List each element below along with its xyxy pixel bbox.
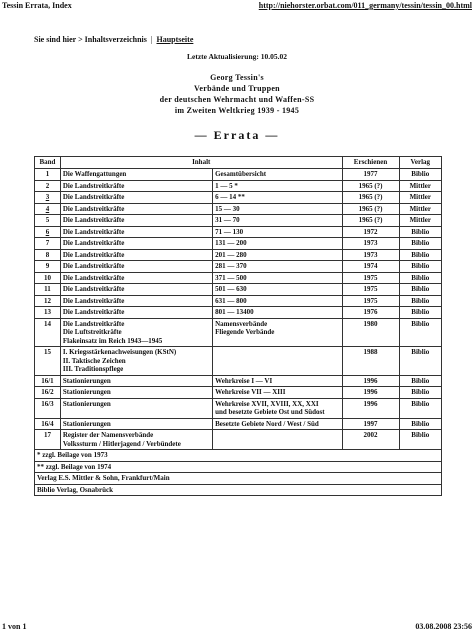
detail-cell: 371 — 500 [213, 272, 342, 284]
verlag-cell: Biblio [399, 430, 442, 450]
detail-cell: Wehrkreise XVII, XVIII, XX, XXI und besetzte Gebiete Ost und Südost [213, 398, 342, 418]
inhalt-cell: Register der Namensverbände Volkssturm / Hitlerjagend / Verbündete [60, 430, 212, 450]
print-footer [0, 620, 474, 632]
errata-heading: — Errata — [194, 128, 280, 142]
inhalt-cell: Die Landstreitkräfte [60, 249, 212, 261]
band-cell[interactable]: 3 [35, 192, 61, 204]
detail-cell: 501 — 630 [213, 284, 342, 296]
table-row [35, 387, 442, 399]
verlag-cell: Biblio [399, 272, 442, 284]
detail-cell: Namensverbände Fliegende Verbände [213, 318, 342, 347]
verlag-cell: Biblio [399, 375, 442, 387]
print-datetime: 03.08.2008 23:56 [415, 622, 472, 631]
band-cell[interactable]: 4 [35, 203, 61, 215]
inhalt-cell: I. Kriegsstärkenachweisungen (KStN) II. Taktische Zeichen III. Traditionspflege [60, 347, 212, 376]
detail-cell: 131 — 200 [213, 238, 342, 250]
detail-cell: 6 — 14 ** [213, 192, 342, 204]
detail-cell: 1 — 5 * [213, 180, 342, 192]
inhalt-cell: Die Landstreitkräfte [60, 226, 212, 238]
verlag-cell: Biblio [399, 238, 442, 250]
year-cell: 2002 [342, 430, 399, 450]
year-cell: 1996 [342, 375, 399, 387]
table-row [35, 272, 442, 284]
inhalt-cell: Die Landstreitkräfte [60, 307, 212, 319]
inhalt-cell: Stationierungen [60, 418, 212, 430]
detail-cell: 15 — 30 [213, 203, 342, 215]
volumes-table [34, 156, 442, 496]
title-line-1: Georg Tessin's [210, 73, 264, 82]
year-cell: 1988 [342, 347, 399, 376]
year-cell: 1975 [342, 272, 399, 284]
table-row [35, 418, 442, 430]
col-inhalt: Inhalt [60, 157, 342, 169]
band-cell: 16/4 [35, 418, 61, 430]
book-title-block [0, 72, 474, 116]
verlag-cell: Biblio [399, 318, 442, 347]
year-cell: 1976 [342, 307, 399, 319]
band-cell: 17 [35, 430, 61, 450]
detail-cell [213, 430, 342, 450]
band-cell: 7 [35, 238, 61, 250]
table-row [35, 295, 442, 307]
table-row [35, 192, 442, 204]
table-row [35, 249, 442, 261]
table-row [35, 238, 442, 250]
inhalt-cell: Die Landstreitkräfte [60, 238, 212, 250]
table-row [35, 307, 442, 319]
year-cell: 1980 [342, 318, 399, 347]
table-row [35, 318, 442, 347]
col-verlag: Verlag [399, 157, 442, 169]
print-header [0, 0, 474, 12]
band-cell: 11 [35, 284, 61, 296]
band-cell: 5 [35, 215, 61, 227]
note-row [35, 461, 442, 473]
detail-cell: 631 — 800 [213, 295, 342, 307]
verlag-cell: Biblio [399, 249, 442, 261]
table-row [35, 226, 442, 238]
verlag-cell: Biblio [399, 169, 442, 181]
breadcrumb-path: Sie sind hier > Inhaltsverzeichnis [34, 35, 147, 44]
year-cell: 1997 [342, 418, 399, 430]
verlag-cell: Biblio [399, 347, 442, 376]
band-cell: 2 [35, 180, 61, 192]
year-cell: 1965 (?) [342, 180, 399, 192]
page-number: 1 von 1 [2, 622, 27, 631]
document-url[interactable]: http://niehorster.orbat.com/011_germany/tessin/tessin_00.html [258, 1, 472, 10]
year-cell: 1965 (?) [342, 203, 399, 215]
detail-cell: 71 — 130 [213, 226, 342, 238]
verlag-cell: Biblio [399, 387, 442, 399]
inhalt-cell: Die Landstreitkräfte [60, 192, 212, 204]
note-row [35, 484, 442, 496]
year-cell: 1996 [342, 398, 399, 418]
table-row [35, 169, 442, 181]
inhalt-cell: Die Landstreitkräfte [60, 261, 212, 273]
breadcrumb [34, 35, 193, 44]
year-cell: 1996 [342, 387, 399, 399]
year-cell: 1977 [342, 169, 399, 181]
detail-cell: 201 — 280 [213, 249, 342, 261]
band-cell: 9 [35, 261, 61, 273]
year-cell: 1974 [342, 261, 399, 273]
col-erschienen: Erschienen [342, 157, 399, 169]
table-header-row [35, 157, 442, 169]
year-cell: 1975 [342, 295, 399, 307]
note-row [35, 450, 442, 462]
verlag-cell: Mittler [399, 215, 442, 227]
detail-cell: Wehrkreise VII — XIII [213, 387, 342, 399]
note-text: Verlag E.S. Mittler & Sohn, Frankfurt/Main [35, 473, 442, 485]
title-line-3: der deutschen Wehrmacht und Waffen-SS [159, 95, 315, 104]
verlag-cell: Mittler [399, 203, 442, 215]
inhalt-cell: Die Landstreitkräfte [60, 284, 212, 296]
title-line-4: im Zweiten Weltkrieg 1939 - 1945 [174, 106, 300, 115]
band-cell: 14 [35, 318, 61, 347]
verlag-cell: Biblio [399, 295, 442, 307]
detail-cell: 281 — 370 [213, 261, 342, 273]
inhalt-cell: Die Landstreitkräfte [60, 215, 212, 227]
verlag-cell: Mittler [399, 180, 442, 192]
table-row [35, 261, 442, 273]
verlag-cell: Biblio [399, 418, 442, 430]
band-cell: 12 [35, 295, 61, 307]
detail-cell: 801 — 13400 [213, 307, 342, 319]
year-cell: 1973 [342, 238, 399, 250]
band-cell: 16/1 [35, 375, 61, 387]
inhalt-cell: Die Landstreitkräfte [60, 295, 212, 307]
year-cell: 1965 (?) [342, 215, 399, 227]
verlag-cell: Biblio [399, 307, 442, 319]
band-cell: 8 [35, 249, 61, 261]
table-row [35, 375, 442, 387]
inhalt-cell: Die Landstreitkräfte [60, 272, 212, 284]
document-title: Tessin Errata, Index [2, 1, 72, 10]
band-cell: 10 [35, 272, 61, 284]
table-row [35, 180, 442, 192]
year-cell: 1965 (?) [342, 192, 399, 204]
band-cell[interactable]: 6 [35, 226, 61, 238]
verlag-cell: Biblio [399, 261, 442, 273]
detail-cell [213, 347, 342, 376]
band-cell: 1 [35, 169, 61, 181]
inhalt-cell: Die Landstreitkräfte Die Luftstreitkräfte Flakeinsatz im Reich 1943—1945 [60, 318, 212, 347]
inhalt-cell: Die Landstreitkräfte [60, 203, 212, 215]
last-updated: Letzte Aktualisierung: 10.05.02 [187, 52, 287, 61]
detail-cell: Besetzte Gebiete Nord / West / Süd [213, 418, 342, 430]
note-text: ** zzgl. Beilage von 1974 [35, 461, 442, 473]
breadcrumb-separator: | [150, 35, 153, 44]
verlag-cell: Mittler [399, 192, 442, 204]
year-cell: 1975 [342, 284, 399, 296]
verlag-cell: Biblio [399, 398, 442, 418]
col-band: Band [35, 157, 61, 169]
verlag-cell: Biblio [399, 284, 442, 296]
band-cell: 15 [35, 347, 61, 376]
verlag-cell: Biblio [399, 226, 442, 238]
table-row [35, 215, 442, 227]
band-cell: 13 [35, 307, 61, 319]
band-cell: 16/3 [35, 398, 61, 418]
band-cell: 16/2 [35, 387, 61, 399]
year-cell: 1973 [342, 249, 399, 261]
title-line-2: Verbände und Truppen [194, 84, 280, 93]
detail-cell: Gesamtübersicht [213, 169, 342, 181]
detail-cell: Wehrkreise I — VI [213, 375, 342, 387]
inhalt-cell: Die Landstreitkräfte [60, 180, 212, 192]
table-row [35, 430, 442, 450]
note-text: Biblio Verlag, Osnabrück [35, 484, 442, 496]
inhalt-cell: Stationierungen [60, 387, 212, 399]
home-link[interactable]: Hauptseite [156, 35, 194, 44]
inhalt-cell: Stationierungen [60, 375, 212, 387]
table-row [35, 284, 442, 296]
detail-cell: 31 — 70 [213, 215, 342, 227]
year-cell: 1972 [342, 226, 399, 238]
table-row [35, 398, 442, 418]
note-row [35, 473, 442, 485]
table-row [35, 203, 442, 215]
note-text: * zzgl. Beilage von 1973 [35, 450, 442, 462]
table-row [35, 347, 442, 376]
inhalt-cell: Stationierungen [60, 398, 212, 418]
inhalt-cell: Die Waffengattungen [60, 169, 212, 181]
